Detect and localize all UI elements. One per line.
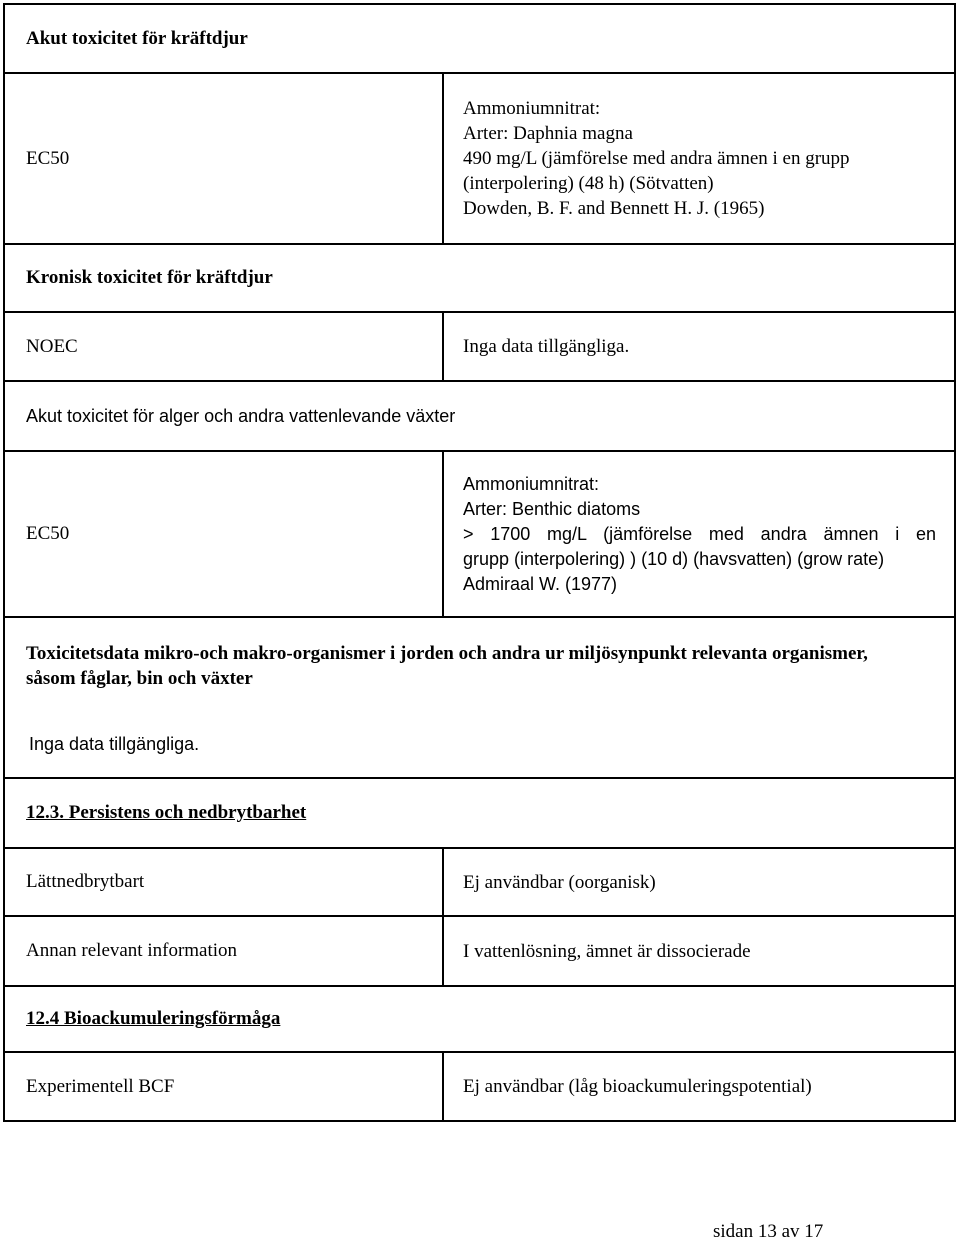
algae-acute-line: grupp (interpolering) ) (10 d) (havsvatten) (grow rate): [463, 548, 885, 569]
algae-acute-value-cell: [444, 452, 954, 616]
persistence-value-cell: [444, 849, 954, 915]
persistence-label: Annan relevant information: [26, 940, 238, 961]
bioaccumulation-label-cell: [5, 1053, 444, 1120]
crustacean-acute-label-cell: [5, 74, 444, 243]
bioaccumulation-value-cell: [444, 1053, 954, 1120]
crustacean-acute-heading: [5, 5, 954, 74]
soil-organisms-title: Toxicitetsdata mikro-och makro-organismer i jorden och andra ur miljösynpunkt relevanta organismer, såsom fåglar, bin och växter: [26, 643, 868, 689]
crustacean-acute-row: [5, 74, 954, 245]
persistence-row: [5, 917, 954, 987]
bioaccumulation-title: 12.4 Bioackumuleringsförmåga: [26, 1008, 281, 1029]
crustacean-acute-label: EC50: [26, 147, 70, 169]
page-number: sidan 13 av 17: [713, 1221, 824, 1242]
crustacean-chronic-value-cell: [444, 313, 954, 380]
soil-organisms-section: [5, 618, 954, 779]
persistence-title: 12.3. Persistens och nedbrytbarhet: [26, 802, 307, 823]
algae-acute-label-cell: [5, 452, 444, 616]
crustacean-acute-line: (interpolering) (48 h) (Sötvatten): [463, 173, 714, 194]
algae-acute-heading: [5, 382, 954, 452]
crustacean-chronic-label-cell: [5, 313, 444, 380]
bioaccumulation-value: Ej användbar (låg bioackumuleringspotential): [463, 1076, 812, 1097]
crustacean-chronic-heading: [5, 245, 954, 313]
crustacean-acute-line: Dowden, B. F. and Bennett H. J. (1965): [463, 198, 765, 219]
soil-organisms-value: Inga data tillgängliga.: [29, 734, 200, 754]
persistence-heading: [5, 779, 954, 849]
persistence-label: Lättnedbrytbart: [26, 871, 145, 892]
algae-acute-row: [5, 452, 954, 618]
algae-acute-line: Ammoniumnitrat:: [463, 473, 600, 494]
algae-acute-line: > 1700 mg/L (jämförelse med andra ämnen i en: [463, 523, 936, 544]
crustacean-chronic-title: Kronisk toxicitet för kräftdjur: [26, 267, 273, 288]
persistence-value: I vattenlösning, ämnet är dissocierade: [463, 940, 751, 962]
crustacean-chronic-label: NOEC: [26, 335, 78, 357]
crustacean-acute-value-cell: [444, 74, 954, 243]
crustacean-chronic-row: [5, 313, 954, 382]
bioaccumulation-heading: [5, 987, 954, 1053]
crustacean-acute-line: 490 mg/L (jämförelse med andra ämnen i en grupp: [463, 148, 850, 169]
crustacean-acute-title: Akut toxicitet för kräftdjur: [26, 27, 248, 49]
algae-acute-line: Admiraal W. (1977): [463, 573, 618, 594]
persistence-value: Ej användbar (oorganisk): [463, 871, 656, 893]
persistence-value-cell: [444, 917, 954, 985]
bioaccumulation-label: Experimentell BCF: [26, 1075, 175, 1097]
persistence-label-cell: [5, 917, 444, 985]
algae-acute-title: Akut toxicitet för alger och andra vattenlevande växter: [26, 405, 456, 426]
algae-acute-label: EC50: [26, 523, 70, 544]
crustacean-acute-line: Ammoniumnitrat:: [463, 98, 601, 119]
algae-acute-line: Arter: Benthic diatoms: [463, 498, 641, 519]
persistence-row: [5, 849, 954, 917]
persistence-label-cell: [5, 849, 444, 915]
bioaccumulation-row: [5, 1053, 954, 1122]
crustacean-chronic-value: Inga data tillgängliga.: [463, 336, 630, 357]
safety-data-sheet-table: [3, 3, 956, 1122]
crustacean-acute-line: Arter: Daphnia magna: [463, 123, 633, 144]
